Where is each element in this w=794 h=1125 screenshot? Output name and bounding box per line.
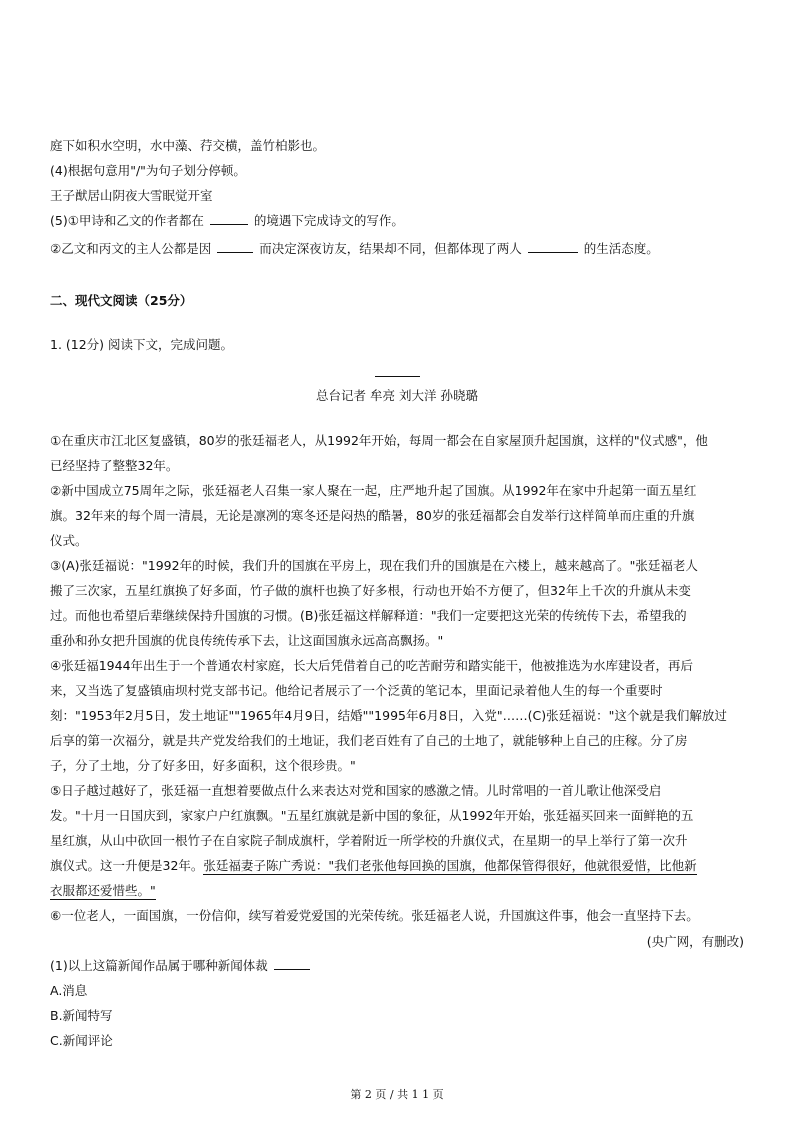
byline: 总台记者 牟亮 刘大洋 孙晓璐 bbox=[316, 388, 478, 403]
question-stem: (1)以上这篇新闻作品属于哪种新闻体裁 bbox=[50, 958, 268, 973]
underlined-sentence: 衣服都还爱惜些。" bbox=[50, 883, 156, 898]
text-line: 星红旗，从山中砍回一根竹子在自家院子制成旗杆，学着附近一所学校的升旗仪式，在星期一的早上举行了第一次升 bbox=[50, 833, 688, 848]
answer-blank[interactable] bbox=[210, 212, 248, 225]
sentence-to-split: 王子猷居山阴夜大雪眠觉开室 bbox=[50, 188, 213, 203]
answer-blank[interactable] bbox=[528, 240, 578, 253]
question-5-1 bbox=[50, 212, 404, 230]
answer-blank[interactable] bbox=[274, 957, 310, 970]
source-note: (央广网，有删改) bbox=[646, 934, 744, 949]
text-line: 后享的第一次福分，就是共产党发给我们的土地证，我们老百姓有了自己的土地了，就能够种上自己的庄稼。分了房 bbox=[50, 733, 688, 748]
text-line: ③(A)张廷福说："1992年的时候，我们升的国旗在平房上，现在我们升的国旗是在六楼上，越来越高了。"张廷福老人 bbox=[50, 558, 698, 573]
option-c[interactable]: C.新闻评论 bbox=[50, 1033, 113, 1048]
option-b[interactable]: B.新闻特写 bbox=[50, 1008, 113, 1023]
underlined-sentence: 张廷福妻子陈广秀说："我们老张他每回换的国旗，他都保管得很好，他就很爱惜，比他新 bbox=[203, 858, 697, 873]
text-line: 搬了三次家，五星红旗换了好多面，竹子做的旗杆也换了好多根，行动也开始不方便了，但32年上千次的升旗从未变 bbox=[50, 583, 691, 598]
q5-1-text-a: (5)①甲诗和乙文的作者都在 bbox=[50, 213, 204, 228]
question-4: (4)根据句意用"/"为句子划分停顿。 bbox=[50, 163, 246, 178]
text-line: 过。而他也希望后辈继续保持升国旗的习惯。(B)张廷福这样解释道："我们一定要把这光荣的传统传下去，希望我的 bbox=[50, 608, 687, 623]
option-a[interactable]: A.消息 bbox=[50, 983, 88, 998]
page-footer: 第 2 页 / 共 1 1 页 bbox=[350, 1088, 444, 1101]
text-line: 重孙和孙女把升国旗的优良传统传承下去，让这面国旗永远高高飘扬。" bbox=[50, 633, 444, 648]
text-line bbox=[50, 882, 156, 900]
text-line bbox=[50, 857, 697, 875]
text-line: ②新中国成立75周年之际，张廷福老人召集一家人聚在一起，庄严地升起了国旗。从1992年在家中升起第一面五星红 bbox=[50, 483, 697, 498]
text-line: 发。"十月一日国庆到，家家户户红旗飘。"五星红旗就是新中国的象征，从1992年开始，张廷福买回来一面鲜艳的五 bbox=[50, 808, 694, 823]
text-segment: 旗仪式。这一升便是32年。 bbox=[50, 858, 204, 873]
question-1-1 bbox=[50, 957, 316, 975]
text-line: 已经坚持了整整32年。 bbox=[50, 458, 179, 473]
section-heading: 二、现代文阅读（25分） bbox=[50, 293, 193, 308]
text-line: 旗。32年来的每个周一清晨，无论是凛冽的寒冬还是闷热的酷暑，80岁的张廷福都会自发举行这样简单而庄重的升旗 bbox=[50, 508, 695, 523]
text-line: 子，分了土地，分了好多田，好多面积，这个很珍贵。" bbox=[50, 758, 356, 773]
text-line: 来，又当选了复盛镇庙坝村党支部书记。他给记者展示了一个泛黄的笔记本，里面记录着他人生的每一个重要时 bbox=[50, 683, 663, 698]
text-line: ④张廷福1944年出生于一个普通农村家庭，长大后凭借着自己的吃苦耐劳和踏实能干，他被推选为水库建设者，再后 bbox=[50, 658, 694, 673]
answer-blank[interactable] bbox=[217, 240, 253, 253]
question-1-intro: 1. (12分) 阅读下文，完成问题。 bbox=[50, 337, 234, 352]
q5-2-text-a: ②乙文和丙文的主人公都是因 bbox=[50, 241, 212, 256]
q5-1-text-b: 的境遇下完成诗文的写作。 bbox=[253, 213, 404, 228]
text-line: 仪式。 bbox=[50, 533, 88, 548]
text-line: ⑤日子越过越好了，张廷福一直想着要做点什么来表达对党和国家的感激之情。儿时常唱的一首儿歌让他深受启 bbox=[50, 783, 662, 798]
poem-line: 庭下如积水空明，水中藻、荇交横，盖竹柏影也。 bbox=[50, 138, 326, 153]
q5-2-text-b: 而决定深夜访友，结果却不同，但都体现了两人 bbox=[259, 241, 522, 256]
q5-2-text-c: 的生活态度。 bbox=[583, 241, 659, 256]
paragraph-6: ⑥一位老人，一面国旗，一份信仰，续写着爱党爱国的光荣传统。张廷福老人说，升国旗这件事，他会一直坚持下去。 bbox=[50, 908, 699, 923]
text-line: 刻："1953年2月5日，发土地证""1965年4月9日，结婚""1995年6月8日，入党"……(C)张廷福说："这个就是我们解放过 bbox=[50, 708, 727, 723]
question-5-2 bbox=[50, 240, 659, 258]
title-blank[interactable] bbox=[375, 376, 420, 377]
text-line: ①在重庆市江北区复盛镇，80岁的张廷福老人，从1992年开始，每周一都会在自家屋顶升起国旗，这样的"仪式感"，他 bbox=[50, 433, 708, 448]
